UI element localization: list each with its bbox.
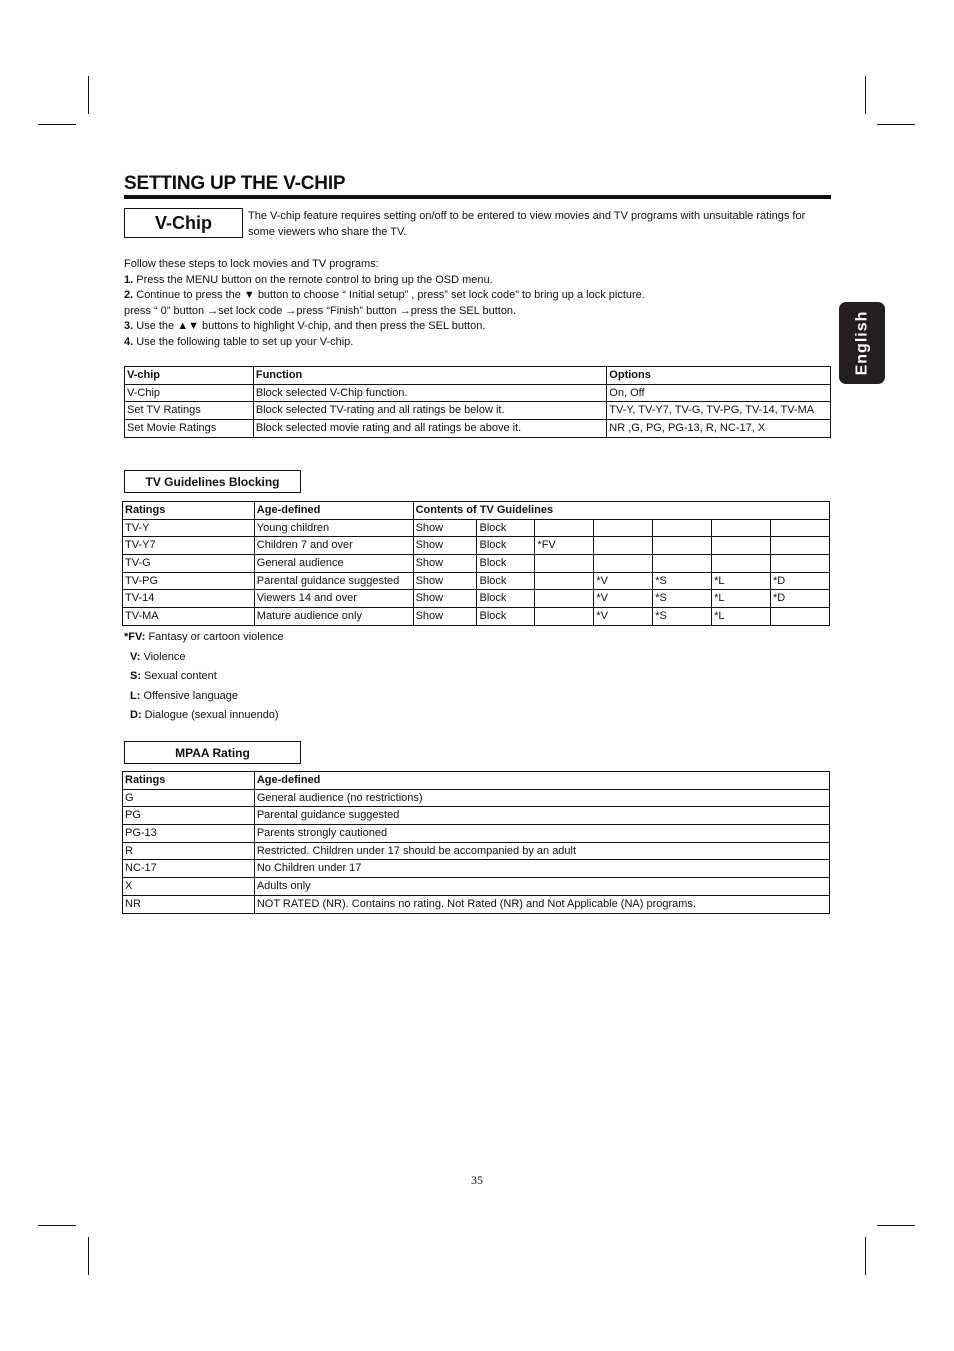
table-row [125,384,831,402]
table-cell [535,572,594,590]
table-header-row [123,772,830,790]
table-cell: G [123,789,255,807]
legend-item [124,706,284,726]
table-cell: TV-MA [123,608,255,626]
table-row [123,825,830,843]
legend-text: Fantasy or cartoon violence [145,631,284,643]
table-cell [594,537,653,555]
step-number: 2. [124,289,134,302]
table-cell: Show [413,572,477,590]
mpaa-section-label: MPAA Rating [124,741,301,764]
table-cell: *L [712,572,771,590]
table-cell: NOT RATED (NR). Contains no rating. Not Rated (NR) and Not Applicable (NA) programs. [254,895,829,913]
table-cell [771,519,830,537]
table-header: Options [607,367,831,385]
step-number: 4. [124,335,134,348]
table-header: Ratings [123,502,255,520]
table-cell: PG [123,807,255,825]
language-tab [839,302,885,384]
title-rule [124,195,831,199]
crop-mark [38,124,76,125]
table-cell: Show [413,519,477,537]
table-cell: Show [413,608,477,626]
table-cell: Show [413,537,477,555]
table-row [123,572,830,590]
table-cell [653,555,712,573]
table-cell: *V [594,572,653,590]
legend-item [124,687,284,707]
table-cell: No Children under 17 [254,860,829,878]
table-cell: Young children [254,519,413,537]
table-cell: Restricted. Children under 17 should be accompanied by an adult [254,842,829,860]
table-cell: TV-Y7 [123,537,255,555]
table-row [123,860,830,878]
table-cell: *D [771,590,830,608]
table-cell: TV-Y [123,519,255,537]
table-row [125,402,831,420]
legend-key: V: [130,650,141,663]
table-header-row [123,502,830,520]
page-number: 35 [471,1173,483,1187]
step-4 [124,335,645,351]
table-cell: General audience (no restrictions) [254,789,829,807]
step-1 [124,273,645,289]
legend-text: Dialogue (sexual innuendo) [141,709,279,722]
table-cell [771,555,830,573]
table-header-row [125,367,831,385]
legend-text: Violence [140,650,186,663]
table-cell: *L [712,608,771,626]
table-cell: Block selected movie rating and all ratings be above it. [253,420,606,438]
table-header: V-chip [125,367,254,385]
step-text: Press the MENU button on the remote control to bring up the OSD menu. [136,273,493,286]
table-cell: *S [653,572,712,590]
table-cell: *FV [535,537,594,555]
table-cell: Children 7 and over [254,537,413,555]
table-cell: Block [477,590,535,608]
table-cell: R [123,842,255,860]
step-2 [124,288,645,304]
table-cell [712,537,771,555]
table-cell: Block [477,555,535,573]
table-cell: Block [477,572,535,590]
step-2-continued: press “ 0” button →set lock code →press “Finish” button →press the SEL button. [124,304,517,317]
table-cell: NC-17 [123,860,255,878]
table-cell: Mature audience only [254,608,413,626]
page-title: SETTING UP THE V-CHIP [124,173,346,194]
table-cell [535,555,594,573]
table-cell [771,608,830,626]
table-row [123,842,830,860]
legend-item [124,648,284,668]
steps-list [124,257,645,351]
crop-mark [877,124,915,125]
table-cell [594,555,653,573]
table-cell: Set TV Ratings [125,402,254,420]
table-cell: TV-PG [123,572,255,590]
table-cell: Block [477,608,535,626]
table-cell: *S [653,608,712,626]
table-cell [653,537,712,555]
legend-item [124,667,284,687]
table-row [123,608,830,626]
table-cell [653,519,712,537]
table-cell: TV-Y, TV-Y7, TV-G, TV-PG, TV-14, TV-MA [607,402,831,420]
table-cell: Block [477,519,535,537]
table-cell: On, Off [607,384,831,402]
step-number: 1. [124,273,134,286]
crop-mark [38,1225,76,1226]
table-cell: Parents strongly cautioned [254,825,829,843]
legend-text: Sexual content [141,670,217,683]
table-cell [535,608,594,626]
table-cell: NR ,G, PG, PG-13, R, NC-17, X [607,420,831,438]
table-row [123,555,830,573]
table-cell [712,555,771,573]
table-row [123,590,830,608]
table-row [123,537,830,555]
table-cell: Show [413,555,477,573]
table-row [123,807,830,825]
crop-mark [865,76,866,114]
step-text: Use the ▲▼ buttons to highlight V-chip, and then press the SEL button. [136,320,486,333]
table-cell: *D [771,572,830,590]
table-cell [535,590,594,608]
language-tab-label: English [853,310,870,376]
table-cell: Show [413,590,477,608]
table-cell: *V [594,590,653,608]
table-cell: Block [477,537,535,555]
table-cell [535,519,594,537]
table-cell: Viewers 14 and over [254,590,413,608]
table-header: Contents of TV Guidelines [413,502,829,520]
table-cell: TV-14 [123,590,255,608]
vchip-table [124,366,831,438]
table-cell: TV-G [123,555,255,573]
table-row [123,895,830,913]
legend-item [124,628,284,648]
mpaa-table [122,771,830,914]
crop-mark [877,1225,915,1226]
table-cell [771,537,830,555]
table-cell: Parental guidance suggested [254,807,829,825]
table-header: Age-defined [254,502,413,520]
table-header: Ratings [123,772,255,790]
table-cell: Parental guidance suggested [254,572,413,590]
table-cell: V-Chip [125,384,254,402]
crop-mark [88,76,89,114]
table-cell [594,519,653,537]
table-cell: PG-13 [123,825,255,843]
legend-key: L: [130,689,141,702]
table-cell: General audience [254,555,413,573]
table-cell: *S [653,590,712,608]
step-number: 3. [124,320,134,333]
crop-mark [88,1237,89,1275]
table-cell: X [123,878,255,896]
step-3 [124,319,645,335]
table-row [123,878,830,896]
tv-guidelines-table [122,501,830,626]
step-text: Use the following table to set up your V-chip. [136,335,354,348]
table-cell: Set Movie Ratings [125,420,254,438]
intro-text: The V-chip feature requires setting on/off to be entered to view movies and TV programs with unsuitable ratings for some viewers who share the TV. [248,210,806,238]
table-row [123,789,830,807]
table-header: Age-defined [254,772,829,790]
table-row [123,519,830,537]
table-cell: *L [712,590,771,608]
legend-key: D: [130,709,142,722]
legend-key: *FV: [124,631,146,643]
table-header: Function [253,367,606,385]
table-cell: Block selected TV-rating and all ratings be below it. [253,402,606,420]
steps-lead: Follow these steps to lock movies and TV programs: [124,258,379,270]
table-cell: Block selected V-Chip function. [253,384,606,402]
legend-text: Offensive language [140,689,239,702]
crop-mark [865,1237,866,1275]
table-cell: NR [123,895,255,913]
vchip-label-box: V-Chip [124,208,243,238]
legend [124,628,284,726]
table-row [125,420,831,438]
tv-guidelines-section-label: TV Guidelines Blocking [124,470,301,493]
legend-key: S: [130,670,141,683]
table-cell [712,519,771,537]
step-text: Continue to press the ▼ button to choose “ Initial setup” , press” set lock code” to bring up a lock picture. [136,289,645,302]
table-cell: Adults only [254,878,829,896]
table-cell: *V [594,608,653,626]
